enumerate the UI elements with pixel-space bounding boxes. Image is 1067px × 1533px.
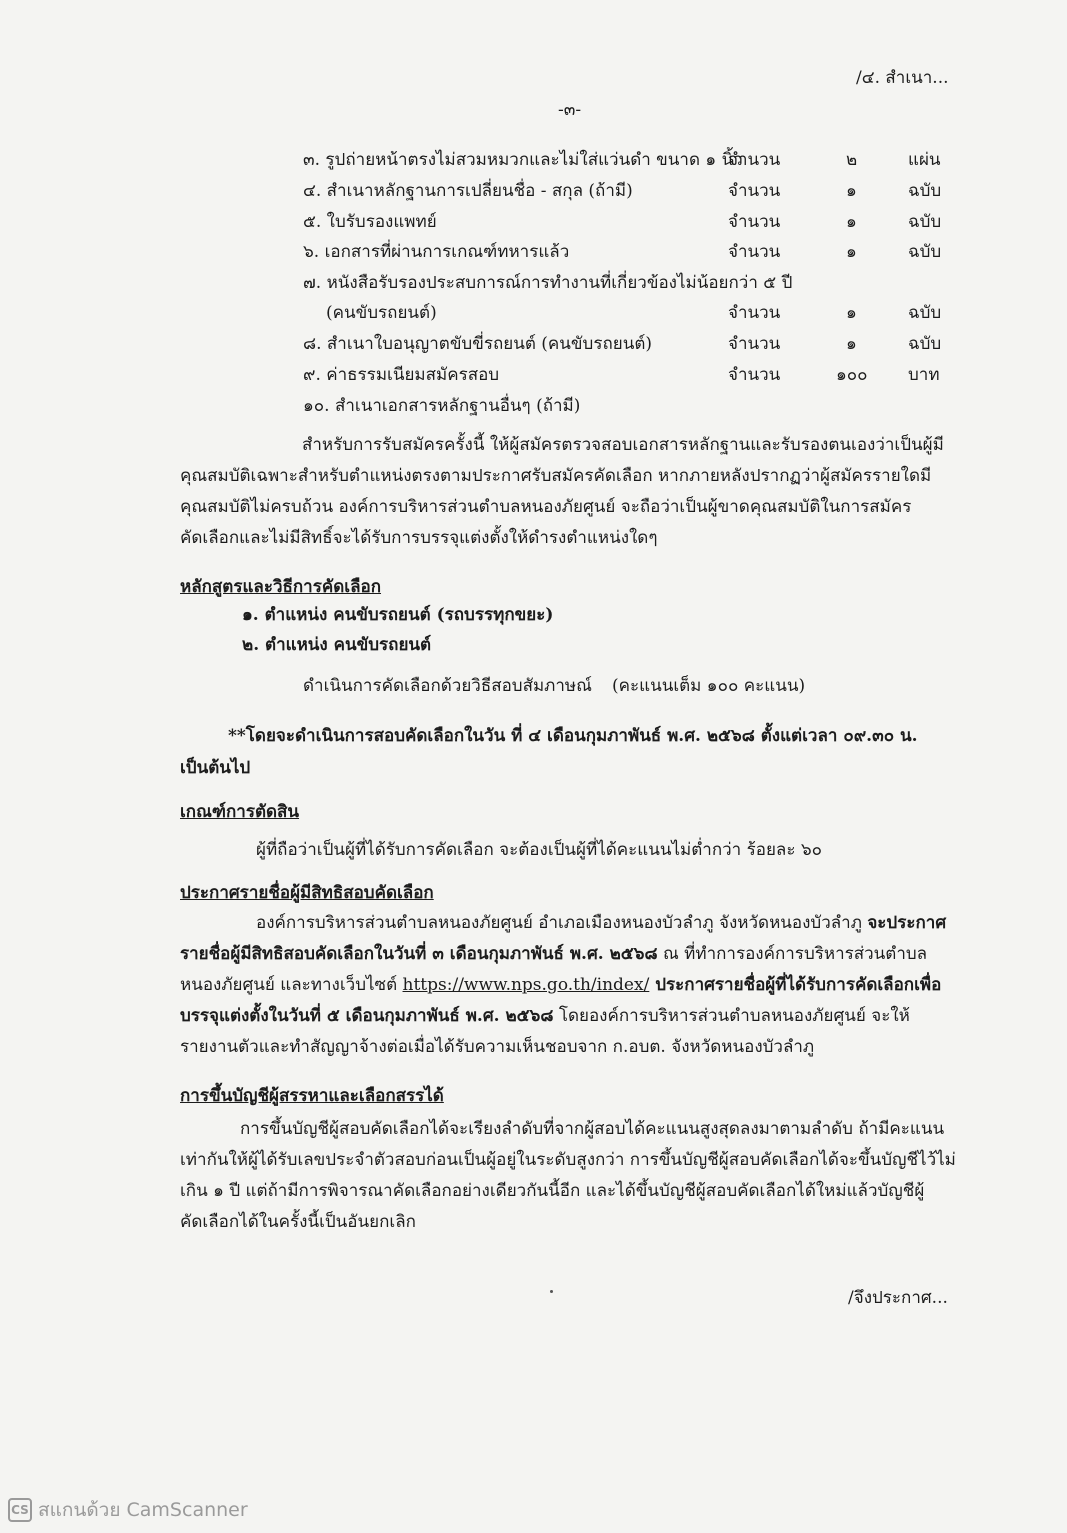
selection-heading: หลักสูตรและวิธีการคัดเลือก	[180, 577, 382, 597]
doc-qty: ๑	[846, 303, 857, 323]
qualification-paragraph	[180, 430, 950, 554]
doc-qty-label: จำนวน	[728, 212, 781, 232]
continuation-top: /๔. สำเนา...	[856, 68, 949, 88]
doc-item: ๕. ใบรับรองแพทย์	[303, 212, 437, 232]
para-line: การขึ้นบัญชีผู้สอบคัดเลือกได้จะเรียงลำดับที่จากผู้สอบได้คะแนนสูงสุดลงมาตามลำดับ ถ้ามีคะแนน	[240, 1119, 945, 1139]
doc-unit: แผ่น	[908, 150, 941, 170]
doc-unit: ฉบับ	[908, 303, 942, 323]
selection-score: (คะแนนเต็ม ๑๐๐ คะแนน)	[612, 676, 806, 696]
camscanner-icon: CS	[8, 1498, 32, 1522]
registry-paragraph	[180, 1114, 956, 1238]
doc-qty-label: จำนวน	[728, 150, 781, 170]
ann-line-2: รายชื่อผู้มีสิทธิสอบคัดเลือกในวันที่ ๓ เดือนกุมภาพันธ์ พ.ศ. ๒๕๖๘ ณ ที่ทำการองค์การบริหารส่วนตำบล	[180, 944, 928, 964]
doc-unit: ฉบับ	[908, 334, 942, 354]
ann-line-4: บรรจุแต่งตั้งในวันที่ ๕ เดือนกุมภาพันธ์ พ.ศ. ๒๕๖๘ โดยองค์การบริหารส่วนตำบลหนองภัยศูนย์ จะให้	[180, 1006, 910, 1026]
registry-heading: การขึ้นบัญชีผู้สรรหาและเลือกสรรได้	[180, 1086, 444, 1106]
doc-qty-label: จำนวน	[728, 365, 781, 385]
doc-item: ๓. รูปถ่ายหน้าตรงไม่สวมหมวกและไม่ใส่แว่นดำ ขนาด ๑ นิ้ว	[303, 150, 743, 170]
doc-qty: ๑	[846, 212, 857, 232]
page-number: -๓-	[558, 100, 582, 120]
para-line: คัดเลือกและไม่มีสิทธิ์จะได้รับการบรรจุแต่งตั้งให้ดำรงตำแหน่งใดๆ	[180, 528, 658, 548]
criteria-heading: เกณฑ์การตัดสิน	[180, 802, 300, 822]
doc-item: ๑๐. สำเนาเอกสารหลักฐานอื่นๆ (ถ้ามี)	[303, 396, 581, 416]
doc-unit: ฉบับ	[908, 242, 942, 262]
ann-line-3: หนองภัยศูนย์ และทางเว็บไซต์ https://www.nps.go.th/index/ ประกาศรายชื่อผู้ที่ได้รับการคัดเลือกเพื่อ	[180, 975, 942, 995]
exam-date: **โดยจะดำเนินการสอบคัดเลือกในวัน ที่ ๔ เดือนกุมภาพันธ์ พ.ศ. ๒๕๖๘ ตั้งแต่เวลา ๐๙.๓๐ น.	[228, 726, 918, 746]
doc-unit: ฉบับ	[908, 212, 942, 232]
camscanner-watermark	[8, 1496, 248, 1524]
doc-item: ๘. สำเนาใบอนุญาตขับขี่รถยนต์ (คนขับรถยนต์)	[303, 334, 653, 354]
para-line: คุณสมบัติไม่ครบถ้วน องค์การบริหารส่วนตำบลหนองภัยศูนย์ จะถือว่าเป็นผู้ขาดคุณสมบัติในการสมัคร	[180, 497, 912, 517]
doc-qty: ๑	[846, 242, 857, 262]
doc-item: ๔. สำเนาหลักฐานการเปลี่ยนชื่อ - สกุล (ถ้ามี)	[303, 181, 633, 201]
para-line: เกิน ๑ ปี แต่ถ้ามีการพิจารณาคัดเลือกอย่างเดียวกันนี้อีก และได้ขึ้นบัญชีผู้สอบคัดเลือกได้ใหม่แล้วบัญชีผู้	[180, 1181, 925, 1201]
position-item: ๒. ตำแหน่ง คนขับรถยนต์	[242, 635, 432, 655]
continuation-bottom: /จึงประกาศ...	[848, 1288, 948, 1308]
doc-item: ๖. เอกสารที่ผ่านการเกณฑ์ทหารแล้ว	[303, 242, 570, 262]
ann-line-1: องค์การบริหารส่วนตำบลหนองภัยศูนย์ อำเภอเมืองหนองบัวลำภู จังหวัดหนองบัวลำภู จะประกาศ	[256, 913, 947, 933]
doc-qty: ๒	[846, 150, 858, 170]
doc-qty-label: จำนวน	[728, 334, 781, 354]
doc-qty-label: จำนวน	[728, 242, 781, 262]
doc-qty-label: จำนวน	[728, 303, 781, 323]
doc-qty: ๑	[846, 181, 857, 201]
doc-qty-label: จำนวน	[728, 181, 781, 201]
selection-method: ดำเนินการคัดเลือกด้วยวิธีสอบสัมภาษณ์	[303, 676, 592, 696]
announcement-heading: ประกาศรายชื่อผู้มีสิทธิสอบคัดเลือก	[180, 883, 434, 903]
doc-unit: บาท	[908, 365, 940, 385]
position-item: ๑. ตำแหน่ง คนขับรถยนต์ (รถบรรทุกขยะ)	[242, 605, 554, 625]
para-line: สำหรับการรับสมัครครั้งนี้ ให้ผู้สมัครตรวจสอบเอกสารหลักฐานและรับรองตนเองว่าเป็นผู้มี	[302, 435, 944, 455]
doc-item: ๙. ค่าธรรมเนียมสมัครสอบ	[303, 365, 500, 385]
criteria-text: ผู้ที่ถือว่าเป็นผู้ที่ได้รับการคัดเลือก จะต้องเป็นผู้ที่ได้คะแนนไม่ต่ำกว่า ร้อยละ ๖๐	[256, 840, 823, 860]
doc-item: (คนขับรถยนต์)	[326, 303, 437, 323]
para-line: คัดเลือกได้ในครั้งนี้เป็นอันยกเลิก	[180, 1212, 416, 1232]
doc-item: ๗. หนังสือรับรองประสบการณ์การทำงานที่เกี่ยวข้องไม่น้อยกว่า ๕ ปี	[303, 273, 793, 293]
para-line: คุณสมบัติเฉพาะสำหรับตำแหน่งตรงตามประกาศรับสมัครคัดเลือก หากภายหลังปรากฏว่าผู้สมัครรายใดมี	[180, 466, 932, 486]
website-link[interactable]: https://www.nps.go.th/index/	[402, 975, 650, 995]
exam-date-cont: เป็นต้นไป	[180, 758, 251, 778]
watermark-text: สแกนด้วย CamScanner	[38, 1499, 248, 1521]
ann-line-5: รายงานตัวและทำสัญญาจ้างต่อเมื่อได้รับความเห็นชอบจาก ก.อบต. จังหวัดหนองบัวลำภู	[180, 1037, 815, 1057]
para-line: เท่ากันให้ผู้ได้รับเลขประจำตัวสอบก่อนเป็นผู้อยู่ในระดับสูงกว่า การขึ้นบัญชีผู้สอบคัดเลือกได้จะขึ้นบัญชีไว้ไม่	[180, 1150, 956, 1170]
announcement-paragraph	[180, 908, 950, 1063]
speck	[550, 1290, 553, 1293]
doc-qty: ๑	[846, 334, 857, 354]
doc-qty: ๑๐๐	[836, 365, 868, 385]
doc-unit: ฉบับ	[908, 181, 942, 201]
